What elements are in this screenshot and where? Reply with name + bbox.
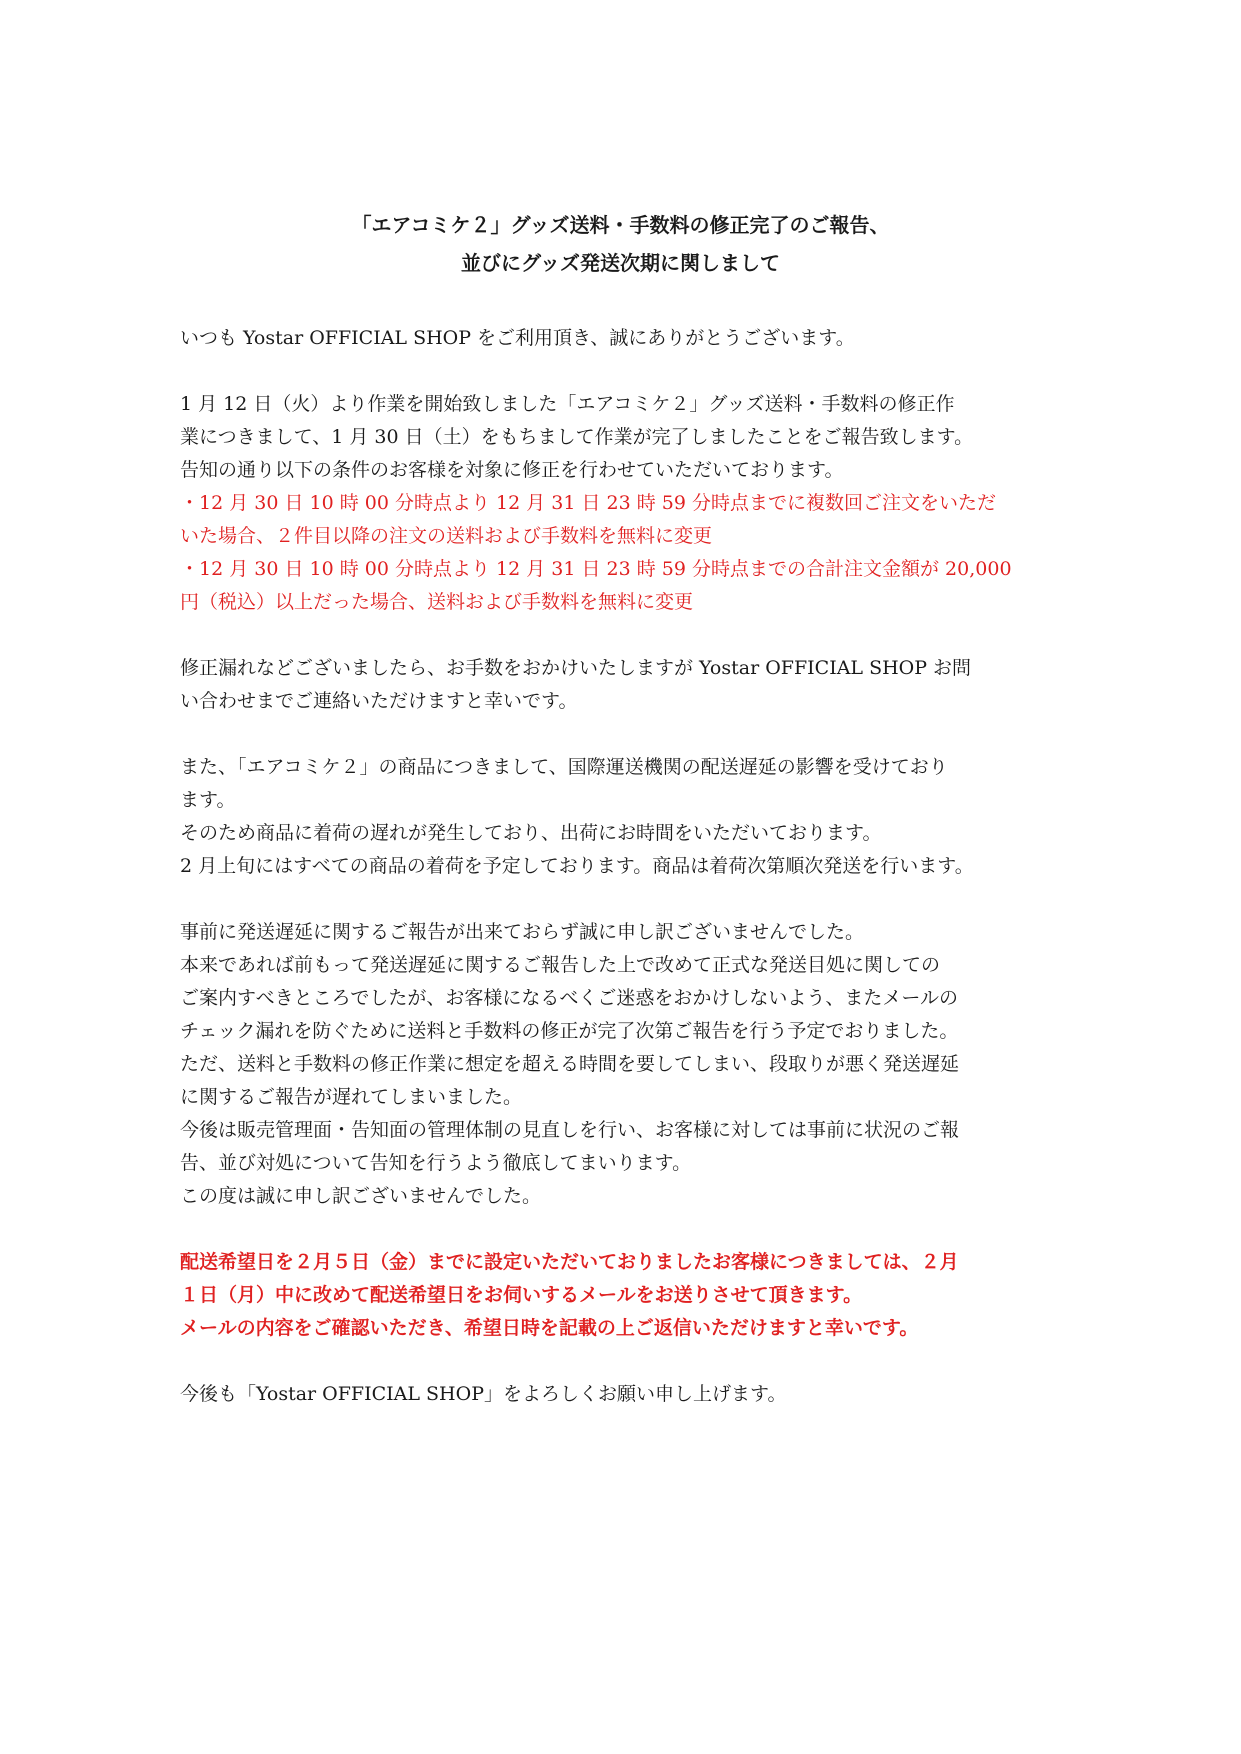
notice-line: １日（月）中に改めて配送希望日をお伺いするメールをお送りさせて頂きます。 [180, 1284, 863, 1306]
greeting-text: いつも Yostar OFFICIAL SHOP をご利用頂き、誠にありがとうございます。 [180, 327, 855, 349]
text-line: 告知の通り以下の条件のお客様を対象に修正を行わせていただいております。 [180, 459, 844, 481]
closing-text: 今後も「Yostar OFFICIAL SHOP」をよろしくお願い申し上げます。 [180, 1383, 787, 1405]
text-line: ただ、送料と手数料の修正作業に想定を超える時間を要してしまい、段取りが悪く発送遅延 [180, 1053, 960, 1075]
condition-line: 円（税込）以上だった場合、送料および手数料を無料に変更 [180, 591, 694, 613]
text-line: 業につきまして、1 月 30 日（土）をもちまして作業が完了しましたことをご報告致します。 [180, 426, 974, 448]
page-title [0, 206, 1241, 282]
greeting-paragraph [180, 322, 1080, 355]
text-line: 2 月上旬にはすべての商品の着荷を予定しております。商品は着荷次第順次発送を行います。 [180, 855, 974, 877]
text-line: 1 月 12 日（火）より作業を開始致しました「エアコミケ２」グッズ送料・手数料の修正作 [180, 393, 955, 415]
text-line: い合わせまでご連絡いただけますと幸いです。 [180, 690, 578, 712]
apology-paragraph [180, 916, 1080, 1213]
text-line: 事前に発送遅延に関するご報告が出来ておらず誠に申し訳ございませんでした。 [180, 921, 865, 943]
text-line: この度は誠に申し訳ございませんでした。 [180, 1185, 542, 1207]
delivery-notice-paragraph [180, 1246, 1080, 1345]
delay-paragraph [180, 751, 1080, 883]
text-line: ます。 [180, 789, 236, 811]
text-line: 告、並び対処について告知を行うよう徹底してまいります。 [180, 1152, 692, 1174]
text-line: ご案内すべきところでしたが、お客様になるべくご迷惑をおかけしないよう、またメールの [180, 987, 959, 1009]
text-line: 本来であれば前もって発送遅延に関するご報告した上で改めて正式な発送目処に関しての [180, 954, 941, 976]
text-line: 修正漏れなどございましたら、お手数をおかけいたしますが Yostar OFFICIAL SHOP お問 [180, 657, 972, 679]
notice-line: メールの内容をご確認いただき、希望日時を記載の上ご返信いただけますと幸いです。 [180, 1317, 919, 1339]
text-line: 今後は販売管理面・告知面の管理体制の見直しを行い、お客様に対しては事前に状況のご報 [180, 1119, 960, 1141]
notice-line: 配送希望日を２月５日（金）までに設定いただいておりましたお客様につきましては、２月 [180, 1251, 959, 1273]
title-line-2: 並びにグッズ発送次期に関しまして [461, 251, 780, 275]
document-body [180, 322, 1080, 1444]
closing-paragraph [180, 1378, 1080, 1411]
contact-paragraph [180, 652, 1080, 718]
text-line: チェック漏れを防ぐために送料と手数料の修正が完了次第ご報告を行う予定でおりました。 [180, 1020, 959, 1042]
condition-line: ・12 月 30 日 10 時 00 分時点より 12 月 31 日 23 時 59 分時点までに複数回ご注文をいただ [180, 492, 997, 514]
text-line: また、「エアコミケ２」の商品につきまして、国際運送機関の配送遅延の影響を受けており [180, 756, 948, 778]
text-line: に関するご報告が遅れてしまいました。 [180, 1086, 523, 1108]
title-line-1: 「エアコミケ２」グッズ送料・手数料の修正完了のご報告、 [351, 213, 890, 237]
condition-line: ・12 月 30 日 10 時 00 分時点より 12 月 31 日 23 時 59 分時点までの合計注文金額が 20,000 [180, 558, 1012, 580]
fix-report-paragraph [180, 388, 1080, 619]
condition-line: いた場合、２件目以降の注文の送料および手数料を無料に変更 [180, 525, 713, 547]
text-line: そのため商品に着荷の遅れが発生しており、出荷にお時間をいただいております。 [180, 822, 882, 844]
